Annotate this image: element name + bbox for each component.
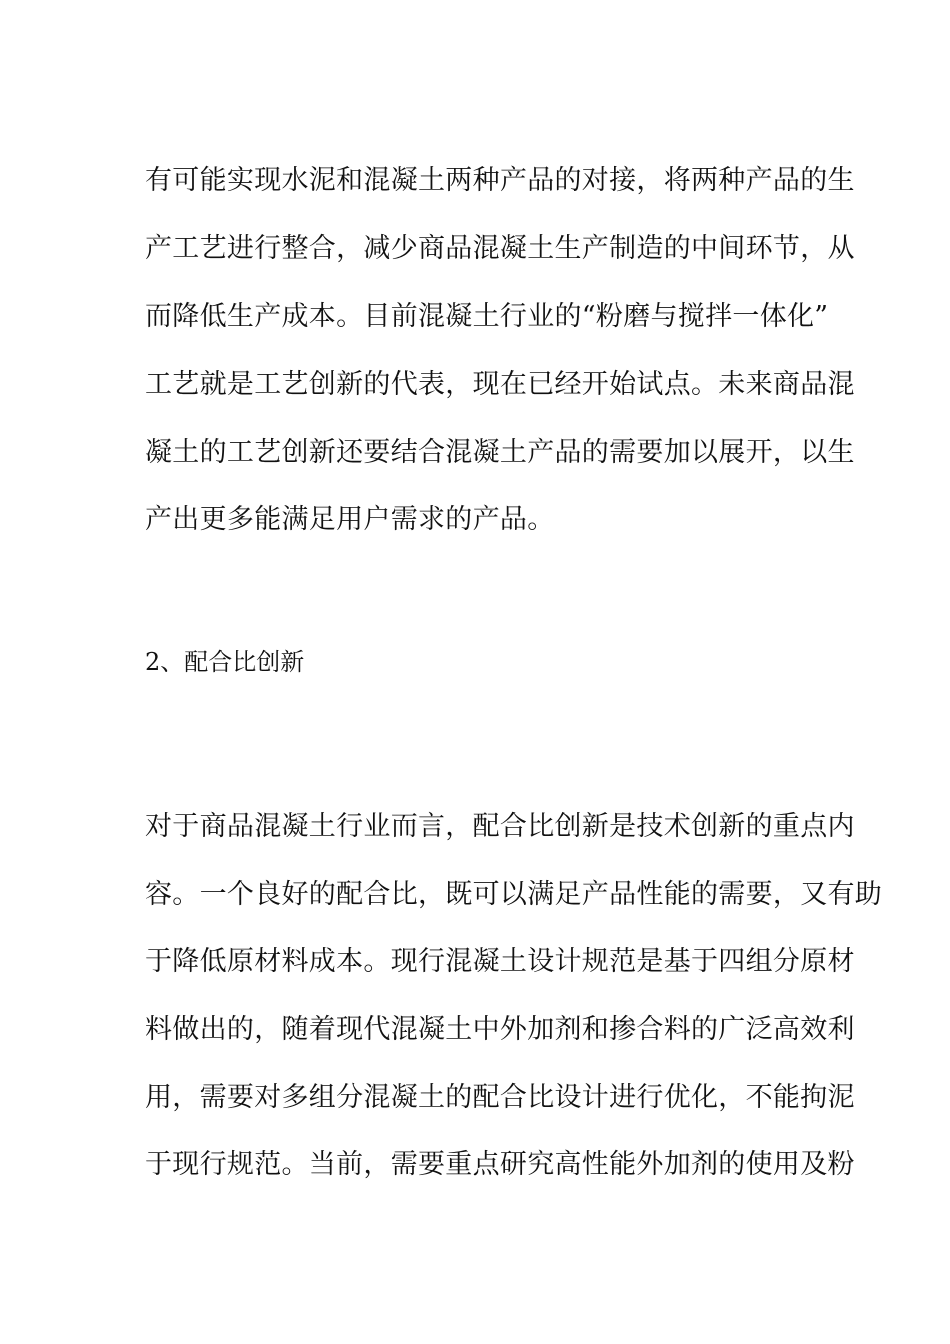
paragraph-1-line-1: 有可能实现水泥和混凝土两种产品的对接，将两种产品的生 [145,165,855,196]
paragraph-2-line-4: 料做出的，随着现代混凝土中外加剂和掺合料的广泛高效利 [145,1014,855,1045]
paragraph-2-line-3: 于降低原材料成本。现行混凝土设计规范是基于四组分原材 [145,946,855,977]
paragraph-2-line-6: 于现行规范。当前，需要重点研究高性能外加剂的使用及粉 [145,1149,855,1180]
paragraph-2-line-2: 容。一个良好的配合比，既可以满足产品性能的需要，又有助 [145,879,883,910]
paragraph-1-line-3: 而降低生产成本。目前混凝土行业的“粉磨与搅拌一体化” [145,301,829,332]
paragraph-1-line-4: 工艺就是工艺创新的代表，现在已经开始试点。未来商品混 [145,369,855,400]
paragraph-1-line-5: 凝土的工艺创新还要结合混凝土产品的需要加以展开，以生 [145,437,855,468]
paragraph-1-line-2: 产工艺进行整合，减少商品混凝土生产制造的中间环节，从 [145,233,855,264]
paragraph-2-line-5: 用，需要对多组分混凝土的配合比设计进行优化，不能拘泥 [145,1082,855,1113]
section-heading: 2、配合比创新 [145,648,305,676]
paragraph-2-line-1: 对于商品混凝土行业而言，配合比创新是技术创新的重点内 [145,811,855,842]
paragraph-1-line-6: 产出更多能满足用户需求的产品。 [145,504,555,535]
